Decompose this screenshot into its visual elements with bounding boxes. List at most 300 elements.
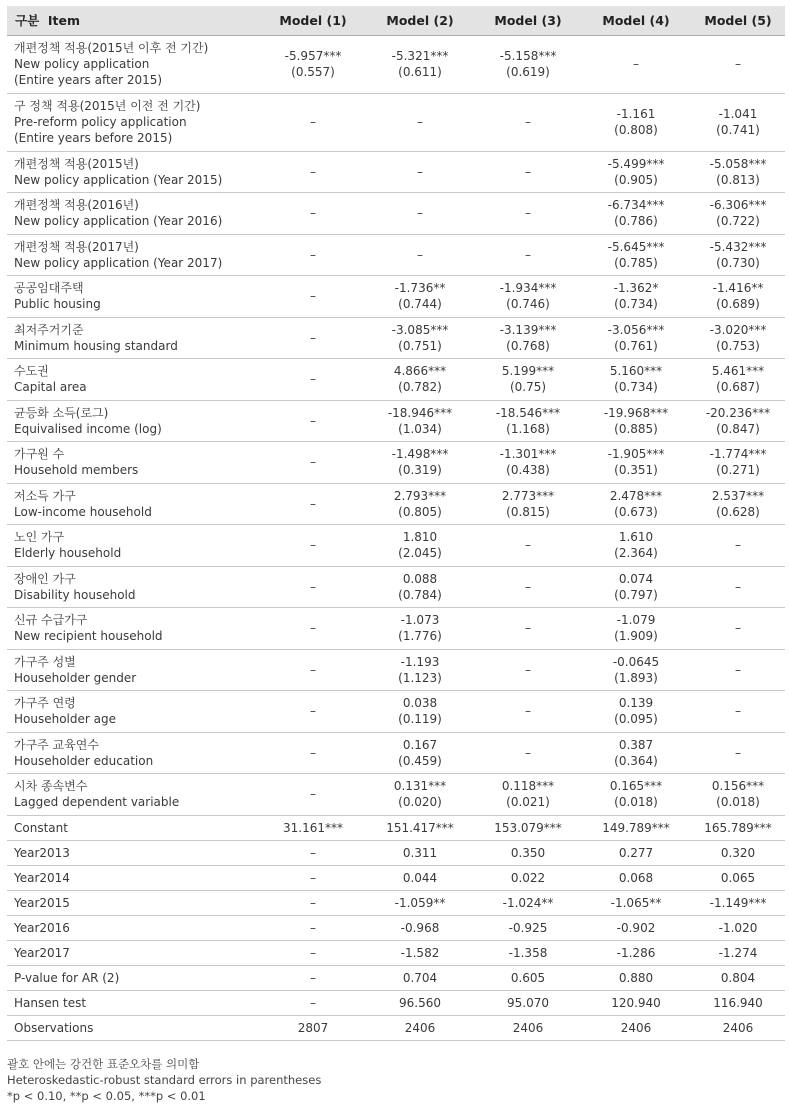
coefficient: – — [525, 621, 531, 636]
label-english: Year2016 — [14, 920, 70, 935]
row-label — [7, 35, 261, 93]
cell-model-1 — [261, 815, 365, 840]
label-korean: 시차 종속변수 — [14, 779, 88, 794]
cell-model-1 — [261, 525, 365, 567]
cell-model-5 — [691, 691, 785, 733]
coefficient: – — [525, 704, 531, 719]
coefficient: 4.866*** — [393, 364, 447, 379]
coefficient: 0.605 — [510, 970, 546, 985]
cell-model-2 — [365, 815, 475, 840]
label-english: Householder education — [14, 753, 154, 768]
coefficient: 0.088 — [402, 571, 438, 586]
cell-model-1 — [261, 915, 365, 940]
cell-model-2 — [365, 151, 475, 193]
coefficient: -1.582 — [400, 945, 440, 960]
row-label — [7, 732, 261, 774]
label-english: Year2015 — [14, 895, 70, 910]
standard-error: (1.893) — [614, 670, 658, 685]
label-english: Pre-reform policy application — [14, 115, 187, 129]
table-row — [7, 815, 785, 840]
coefficient: – — [310, 787, 316, 802]
cell-model-5 — [691, 400, 785, 442]
row-label — [7, 865, 261, 890]
cell-model-2 — [365, 1015, 475, 1040]
table-row — [7, 990, 785, 1015]
cell-model-4 — [581, 915, 691, 940]
coefficient: 2.793*** — [393, 488, 447, 503]
cell-model-5 — [691, 774, 785, 816]
note-significance: *p < 0.10, **p < 0.05, ***p < 0.01 — [7, 1089, 206, 1103]
cell-model-3 — [475, 193, 581, 235]
label-korean: 가구주 교육연수 — [14, 737, 99, 752]
regression-table — [7, 6, 785, 1041]
coefficient: -1.020 — [718, 920, 758, 935]
standard-error: (0.689) — [716, 297, 760, 312]
cell-model-1 — [261, 865, 365, 890]
cell-model-1 — [261, 151, 365, 193]
table-row — [7, 400, 785, 442]
cell-model-5 — [691, 990, 785, 1015]
cell-model-2 — [365, 234, 475, 276]
label-english: New recipient household — [14, 629, 163, 644]
label-korean: 가구주 성별 — [14, 654, 76, 669]
coefficient: -3.056*** — [607, 322, 665, 337]
cell-model-3 — [475, 774, 581, 816]
coefficient: – — [735, 579, 741, 594]
coefficient: 1.610 — [618, 530, 654, 545]
cell-model-1 — [261, 35, 365, 93]
cell-model-2 — [365, 732, 475, 774]
standard-error: (0.797) — [614, 587, 658, 602]
cell-model-1 — [261, 317, 365, 359]
header-row — [7, 6, 785, 35]
label-english: Constant — [14, 820, 68, 835]
coefficient: -0.968 — [400, 920, 440, 935]
row-label — [7, 815, 261, 840]
table-row — [7, 1015, 785, 1040]
cell-model-3 — [475, 649, 581, 691]
coefficient: -1.416** — [712, 281, 764, 296]
row-label — [7, 915, 261, 940]
cell-model-4 — [581, 35, 691, 93]
standard-error: (0.687) — [716, 380, 760, 395]
cell-model-4 — [581, 566, 691, 608]
standard-error: (0.364) — [614, 753, 658, 768]
cell-model-4 — [581, 649, 691, 691]
cell-model-4 — [581, 400, 691, 442]
coefficient: – — [310, 845, 316, 860]
coefficient: -3.139*** — [499, 322, 557, 337]
table-notes — [7, 1056, 321, 1104]
row-label — [7, 151, 261, 193]
cell-model-5 — [691, 359, 785, 401]
coefficient: – — [310, 247, 316, 262]
cell-model-4 — [581, 442, 691, 484]
label-english: Minimum housing standard — [14, 338, 178, 353]
coefficient: – — [310, 945, 316, 960]
coefficient: 0.165*** — [609, 779, 663, 794]
cell-model-3 — [475, 93, 581, 151]
cell-model-2 — [365, 35, 475, 93]
cell-model-5 — [691, 93, 785, 151]
coefficient: 0.118*** — [501, 779, 555, 794]
coefficient: 1.810 — [402, 530, 438, 545]
cell-model-3 — [475, 732, 581, 774]
coefficient: 5.160*** — [609, 364, 663, 379]
coefficient: – — [310, 413, 316, 428]
label-korean: 노인 가구 — [14, 530, 65, 545]
cell-model-2 — [365, 691, 475, 733]
cell-model-2 — [365, 525, 475, 567]
table-row — [7, 359, 785, 401]
row-label — [7, 442, 261, 484]
coefficient: – — [310, 330, 316, 345]
cell-model-2 — [365, 93, 475, 151]
coefficient: -5.499*** — [607, 156, 665, 171]
cell-model-2 — [365, 940, 475, 965]
label-korean: 장애인 가구 — [14, 571, 76, 586]
cell-model-4 — [581, 276, 691, 318]
coefficient: 0.038 — [402, 696, 438, 711]
table-body — [7, 35, 785, 1040]
header-model-4: Model (4) — [581, 6, 691, 35]
row-label — [7, 1015, 261, 1040]
standard-error: (0.768) — [506, 338, 550, 353]
cell-model-4 — [581, 608, 691, 650]
coefficient: – — [310, 621, 316, 636]
cell-model-1 — [261, 840, 365, 865]
cell-model-4 — [581, 93, 691, 151]
coefficient: 165.789*** — [704, 820, 772, 835]
cell-model-5 — [691, 890, 785, 915]
standard-error: (0.753) — [716, 338, 760, 353]
coefficient: – — [525, 206, 531, 221]
table-row — [7, 234, 785, 276]
label-korean: 개편정책 적용(2015년 이후 전 기간) — [14, 41, 209, 55]
coefficient: – — [310, 538, 316, 553]
label-english: P-value for AR (2) — [14, 970, 120, 985]
coefficient: – — [310, 206, 316, 221]
coefficient: 0.311 — [402, 845, 438, 860]
label-english: New policy application (Year 2015) — [14, 172, 223, 187]
coefficient: 0.880 — [618, 970, 654, 985]
cell-model-4 — [581, 525, 691, 567]
coefficient: -3.020*** — [709, 322, 767, 337]
coefficient: – — [310, 662, 316, 677]
coefficient: – — [525, 247, 531, 262]
cell-model-2 — [365, 915, 475, 940]
cell-model-3 — [475, 608, 581, 650]
coefficient: – — [310, 115, 316, 129]
coefficient: 149.789*** — [602, 820, 670, 835]
row-label — [7, 990, 261, 1015]
cell-model-4 — [581, 815, 691, 840]
table-row — [7, 93, 785, 151]
coefficient: 0.167 — [402, 737, 438, 752]
coefficient: -1.498*** — [391, 447, 449, 462]
standard-error: (1.776) — [398, 629, 442, 644]
standard-error: (0.734) — [614, 380, 658, 395]
label-english: Capital area — [14, 380, 87, 395]
standard-error: (0.808) — [614, 123, 658, 137]
row-label — [7, 525, 261, 567]
coefficient: – — [310, 895, 316, 910]
cell-model-2 — [365, 566, 475, 608]
cell-model-3 — [475, 483, 581, 525]
standard-error: (0.557) — [291, 65, 335, 79]
table-row — [7, 317, 785, 359]
cell-model-4 — [581, 483, 691, 525]
coefficient: -1.301*** — [499, 447, 557, 462]
row-label — [7, 359, 261, 401]
standard-error: (0.730) — [716, 255, 760, 270]
cell-model-3 — [475, 691, 581, 733]
standard-error: (0.459) — [398, 753, 442, 768]
cell-model-1 — [261, 890, 365, 915]
standard-error: (0.611) — [398, 65, 442, 79]
row-label — [7, 608, 261, 650]
standard-error: (0.020) — [398, 795, 442, 810]
coefficient: -18.946*** — [387, 405, 453, 420]
cell-model-2 — [365, 442, 475, 484]
cell-model-3 — [475, 840, 581, 865]
cell-model-5 — [691, 1015, 785, 1040]
coefficient: – — [310, 970, 316, 985]
cell-model-2 — [365, 965, 475, 990]
coefficient: -1.358 — [508, 945, 548, 960]
coefficient: 0.350 — [510, 845, 546, 860]
coefficient: 0.320 — [720, 845, 756, 860]
label-korean: 수도권 — [14, 364, 49, 379]
regression-table-container — [7, 6, 785, 1041]
cell-model-3 — [475, 151, 581, 193]
header-model-2: Model (2) — [365, 6, 475, 35]
table-row — [7, 774, 785, 816]
coefficient: – — [525, 662, 531, 677]
coefficient: – — [735, 704, 741, 719]
coefficient: – — [525, 164, 531, 179]
label-korean: 신규 수급가구 — [14, 613, 88, 628]
table-row — [7, 649, 785, 691]
cell-model-4 — [581, 193, 691, 235]
cell-model-5 — [691, 442, 785, 484]
coefficient: -5.158*** — [499, 49, 557, 63]
cell-model-5 — [691, 483, 785, 525]
coefficient: 2.537*** — [711, 488, 765, 503]
row-label — [7, 649, 261, 691]
coefficient: 31.161*** — [283, 820, 343, 835]
cell-model-4 — [581, 774, 691, 816]
cell-model-5 — [691, 732, 785, 774]
cell-model-1 — [261, 691, 365, 733]
coefficient: 0.068 — [618, 870, 654, 885]
coefficient: -1.193 — [400, 654, 440, 669]
cell-model-5 — [691, 865, 785, 890]
cell-model-4 — [581, 990, 691, 1015]
cell-model-3 — [475, 965, 581, 990]
label-korean: 가구주 연령 — [14, 696, 76, 711]
coefficient: -3.085*** — [391, 322, 449, 337]
standard-error: (0.673) — [614, 504, 658, 519]
row-label — [7, 965, 261, 990]
coefficient: 5.199*** — [501, 364, 555, 379]
coefficient: -18.546*** — [495, 405, 561, 420]
standard-error: (0.734) — [614, 297, 658, 312]
coefficient: -1.774*** — [709, 447, 767, 462]
coefficient: 0.156*** — [711, 779, 765, 794]
coefficient: – — [633, 57, 639, 71]
table-row — [7, 915, 785, 940]
cell-model-3 — [475, 359, 581, 401]
standard-error: (1.168) — [506, 421, 550, 436]
cell-model-3 — [475, 890, 581, 915]
coefficient: -5.058*** — [709, 156, 767, 171]
cell-model-3 — [475, 940, 581, 965]
cell-model-4 — [581, 840, 691, 865]
table-row — [7, 442, 785, 484]
header-item — [7, 6, 261, 35]
cell-model-3 — [475, 990, 581, 1015]
label-english: Public housing — [14, 297, 101, 312]
cell-model-5 — [691, 151, 785, 193]
cell-model-3 — [475, 525, 581, 567]
coefficient: – — [310, 920, 316, 935]
cell-model-5 — [691, 234, 785, 276]
coefficient: -5.645*** — [607, 239, 665, 254]
row-label — [7, 317, 261, 359]
coefficient: 0.022 — [510, 870, 546, 885]
cell-model-1 — [261, 93, 365, 151]
coefficient: – — [525, 745, 531, 760]
cell-model-5 — [691, 193, 785, 235]
standard-error: (0.744) — [398, 297, 442, 312]
standard-error: (0.813) — [716, 172, 760, 187]
coefficient: 2406 — [620, 1020, 652, 1035]
cell-model-3 — [475, 566, 581, 608]
coefficient: -1.161 — [616, 107, 656, 121]
cell-model-3 — [475, 400, 581, 442]
cell-model-2 — [365, 890, 475, 915]
coefficient: 151.417*** — [386, 820, 454, 835]
cell-model-1 — [261, 359, 365, 401]
coefficient: – — [735, 538, 741, 553]
coefficient: 0.804 — [720, 970, 756, 985]
cell-model-1 — [261, 774, 365, 816]
coefficient: – — [525, 538, 531, 553]
standard-error: (0.784) — [398, 587, 442, 602]
coefficient: – — [310, 870, 316, 885]
coefficient: – — [417, 164, 423, 179]
coefficient: – — [525, 115, 531, 129]
coefficient: 0.131*** — [393, 779, 447, 794]
label-korean: 공공임대주택 — [14, 281, 84, 296]
row-label — [7, 193, 261, 235]
cell-model-2 — [365, 359, 475, 401]
label-korean: 개편정책 적용(2017년) — [14, 239, 139, 254]
row-label — [7, 691, 261, 733]
label-english: Year2014 — [14, 870, 70, 885]
standard-error: (0.628) — [716, 504, 760, 519]
cell-model-1 — [261, 566, 365, 608]
cell-model-2 — [365, 990, 475, 1015]
row-label — [7, 774, 261, 816]
standard-error: (0.761) — [614, 338, 658, 353]
label-english: Household members — [14, 463, 139, 478]
cell-model-1 — [261, 234, 365, 276]
coefficient: – — [310, 704, 316, 719]
cell-model-1 — [261, 965, 365, 990]
cell-model-5 — [691, 815, 785, 840]
coefficient: -1.736** — [394, 281, 446, 296]
header-item-en: Item — [47, 13, 81, 29]
coefficient: -0.925 — [508, 920, 548, 935]
cell-model-3 — [475, 865, 581, 890]
coefficient: -6.306*** — [709, 198, 767, 213]
coefficient: 2.478*** — [609, 488, 663, 503]
cell-model-5 — [691, 840, 785, 865]
coefficient: – — [417, 206, 423, 221]
row-label — [7, 566, 261, 608]
standard-error: (0.805) — [398, 504, 442, 519]
coefficient: 2406 — [404, 1020, 436, 1035]
coefficient: 2406 — [722, 1020, 754, 1035]
cell-model-2 — [365, 276, 475, 318]
label-english: Elderly household — [14, 546, 122, 561]
cell-model-3 — [475, 234, 581, 276]
cell-model-3 — [475, 276, 581, 318]
coefficient: -1.362* — [613, 281, 659, 296]
row-label — [7, 483, 261, 525]
label-korean: 개편정책 적용(2015년) — [14, 156, 139, 171]
label-english: Low-income household — [14, 504, 152, 519]
cell-model-3 — [475, 35, 581, 93]
table-row — [7, 965, 785, 990]
standard-error: (0.847) — [716, 421, 760, 436]
standard-error: (0.722) — [716, 214, 760, 229]
cell-model-4 — [581, 151, 691, 193]
table-row — [7, 151, 785, 193]
coefficient: -1.934*** — [499, 281, 557, 296]
table-header — [7, 6, 785, 35]
coefficient: -1.149*** — [709, 895, 767, 910]
cell-model-5 — [691, 649, 785, 691]
coefficient: 0.065 — [720, 870, 756, 885]
standard-error: (0.746) — [506, 297, 550, 312]
label-korean: 가구원 수 — [14, 447, 65, 462]
cell-model-4 — [581, 359, 691, 401]
cell-model-5 — [691, 276, 785, 318]
table-row — [7, 865, 785, 890]
cell-model-2 — [365, 193, 475, 235]
standard-error: (0.021) — [506, 795, 550, 810]
coefficient: 120.940 — [611, 995, 661, 1010]
standard-error: (0.751) — [398, 338, 442, 353]
cell-model-1 — [261, 276, 365, 318]
row-label — [7, 940, 261, 965]
cell-model-4 — [581, 732, 691, 774]
coefficient: -5.957*** — [284, 49, 342, 63]
label-korean: 저소득 가구 — [14, 488, 76, 503]
standard-error: (0.786) — [614, 214, 658, 229]
table-row — [7, 940, 785, 965]
label-english-cont: (Entire years after 2015) — [14, 73, 163, 87]
cell-model-5 — [691, 35, 785, 93]
coefficient: 2406 — [512, 1020, 544, 1035]
standard-error: (2.045) — [398, 546, 442, 561]
coefficient: – — [525, 579, 531, 594]
row-label — [7, 400, 261, 442]
coefficient: 0.044 — [402, 870, 438, 885]
